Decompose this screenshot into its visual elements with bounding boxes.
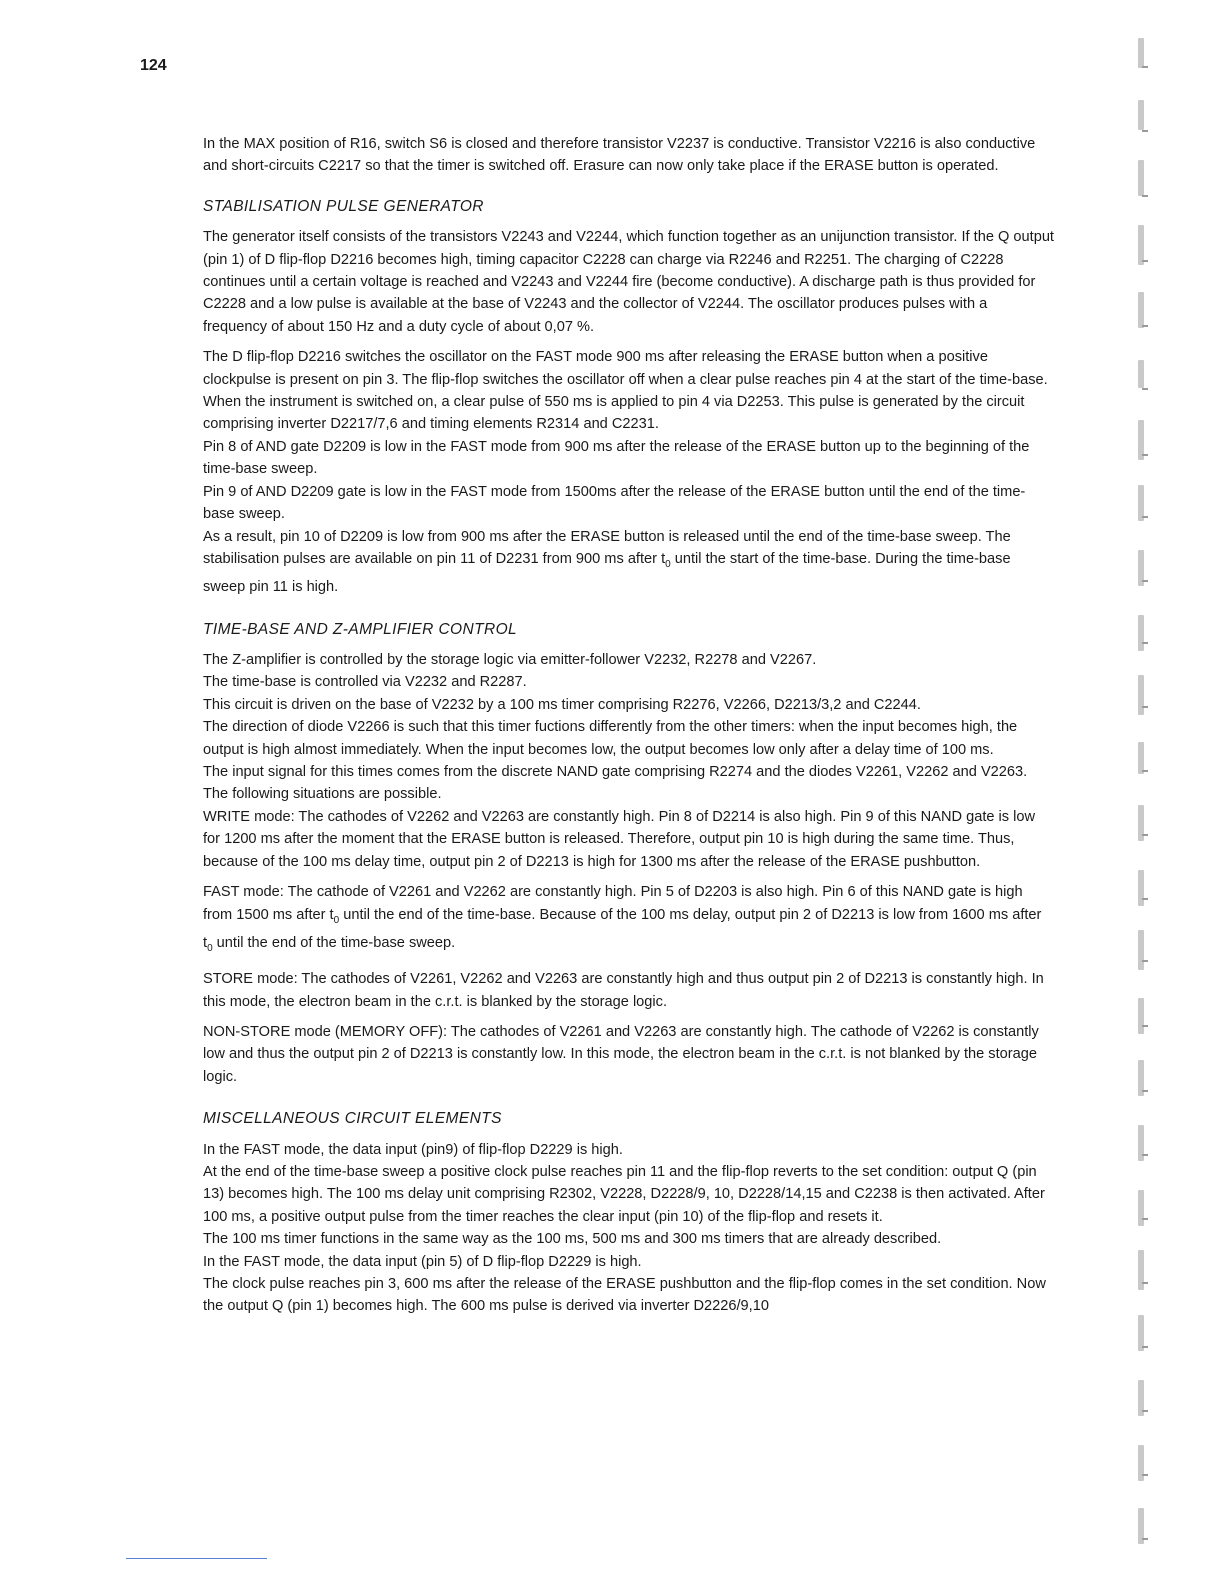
- scan-mark: [1138, 675, 1144, 715]
- scan-tick: [1142, 706, 1148, 708]
- scan-tick: [1142, 454, 1148, 456]
- misc-paragraph-1: In the FAST mode, the data input (pin9) of flip-flop D2229 is high.: [203, 1141, 623, 1158]
- timebase-paragraph-3: This circuit is driven on the base of V2232 by a 100 ms timer comprising R2276, V2266, D2213/3,2 and C2244.: [203, 696, 921, 713]
- misc-paragraph-2: At the end of the time-base sweep a positive clock pulse reaches pin 11 and the flip-flop reverts to the set condition: output Q (pin 13) becomes high. The 100 ms delay unit comprising R2302, V2228, D2228/9, 10, D2228/14,15 and C2238 is then activated. After 100 ms, a positive output pulse from the timer reaches the clear input (pin 10) of the flip-flop and resets it.: [203, 1163, 1045, 1225]
- stabilisation-paragraph-4: Pin 9 of AND D2209 gate is low in the FAST mode from 1500ms after the release of the ERASE button until the end of the time-base sweep.: [203, 483, 1026, 523]
- scan-tick: [1142, 1282, 1148, 1284]
- scan-mark: [1138, 1190, 1144, 1226]
- t-zero-subscript: 0: [333, 914, 340, 926]
- section-heading-stabilisation: STABILISATION PULSE GENERATOR: [203, 197, 484, 215]
- scan-margin-marks: [1134, 30, 1154, 1560]
- stabilisation-paragraph-1: The generator itself consists of the transistors V2243 and V2244, which function together as an unijunction transistor. If the Q output (pin 1) of D flip-flop D2216 becomes high, timing capacitor C2228 can charge via R2246 and R2251. The charging of C2228 continues until a certain voltage is reached and V2243 and V2244 fire (become conductive). A discharge path is thus provided for C2228 and a low pulse is available at the base of V2243 and the collector of V2244. The oscillator produces pulses with a frequency of about 150 Hz and a duty cycle of about 0,07 %.: [203, 229, 1054, 335]
- t-zero-subscript: 0: [207, 942, 213, 954]
- scan-tick: [1142, 960, 1148, 962]
- stabilisation-paragraph-3: Pin 8 of AND gate D2209 is low in the FAST mode from 900 ms after the release of the ERASE button up to the beginning of the time-base sweep.: [203, 438, 1030, 478]
- page-number: 124: [140, 57, 167, 74]
- scan-tick: [1142, 1410, 1148, 1412]
- scan-mark: [1138, 292, 1144, 328]
- timebase-paragraph-5: The input signal for this times comes from the discrete NAND gate comprising R2274 and the diodes V2261, V2262 and V2263. The following situations are possible.: [203, 764, 1028, 803]
- stabilisation-p5-text-a: As a result, pin 10 of D2209 is low from 900 ms after the ERASE button is released until the end of the time-base sweep. The stabilisation pulses are available on pin 11 of D2231 from 900 ms after t: [203, 528, 1011, 567]
- scan-mark: [1138, 870, 1144, 906]
- t-zero-subscript: 0: [665, 558, 671, 570]
- page-body: [203, 133, 1055, 1318]
- scan-tick: [1142, 1025, 1148, 1027]
- timebase-paragraph-1: The Z-amplifier is controlled by the storage logic via emitter-follower V2232, R2278 and V2267.: [203, 652, 817, 669]
- scan-tick: [1142, 1218, 1148, 1220]
- scan-mark: [1138, 160, 1144, 196]
- timebase-paragraph-4: The direction of diode V2266 is such that this timer fuctions differently from the other timers: when the input becomes high, the output is high almost immediately. When the input becomes low, the output becomes low only after a delay time of 100 ms.: [203, 719, 1018, 758]
- timebase-paragraph-store-mode: STORE mode: The cathodes of V2261, V2262 and V2263 are constantly high and thus output pin 2 of D2213 is constantly high. In this mode, the electron beam in the c.r.t. is blanked by the storage logic.: [203, 971, 1044, 1010]
- scan-tick: [1142, 1346, 1148, 1348]
- timebase-paragraph-fast-mode: [203, 881, 1055, 960]
- footer-rule: [126, 1558, 267, 1559]
- section-heading-timebase: TIME-BASE AND Z-AMPLIFIER CONTROL: [203, 620, 518, 638]
- scan-tick: [1142, 834, 1148, 836]
- scan-tick: [1142, 195, 1148, 197]
- fast-mode-text-c: until the end of the time-base sweep.: [212, 934, 456, 951]
- misc-paragraph-5: The clock pulse reaches pin 3, 600 ms after the release of the ERASE pushbutton and the flip-flop comes in the set condition. Now the output Q (pin 1) becomes high. The 600 ms pulse is derived via inverter D2226/9,10: [203, 1276, 1046, 1315]
- scan-mark: [1138, 100, 1144, 130]
- scan-tick: [1142, 770, 1148, 772]
- scan-tick: [1142, 642, 1148, 644]
- section-heading-misc: MISCELLANEOUS CIRCUIT ELEMENTS: [203, 1110, 502, 1128]
- fast-mode-text-a: FAST mode: The cathode of V2261 and V2262 are constantly high. Pin 5 of D2203 is also high. Pin 6 of this NAND gate is high from 1500 ms after t: [203, 884, 1023, 923]
- scan-tick: [1142, 1090, 1148, 1092]
- scan-mark: [1138, 38, 1144, 68]
- intro-paragraph: In the MAX position of R16, switch S6 is closed and therefore transistor V2237 is conductive. Transistor V2216 is also conductive and short-circuits C2217 so that the timer is switched off. Erasure can now only take place if the ERASE button is operated.: [203, 136, 1036, 175]
- misc-paragraph-3: The 100 ms timer functions in the same way as the 100 ms, 500 ms and 300 ms timers that are already described.: [203, 1231, 942, 1248]
- scan-tick: [1142, 325, 1148, 327]
- scan-tick: [1142, 580, 1148, 582]
- stabilisation-paragraph-2: The D flip-flop D2216 switches the oscillator on the FAST mode 900 ms after releasing the ERASE button when a positive clockpulse is present on pin 3. The flip-flop switches the oscillator off when a clear pulse reaches pin 4 at the start of the time-base. When the instrument is switched on, a clear pulse of 550 ms is applied to pin 4 via D2253. This pulse is generated by the circuit comprising inverter D2217/7,6 and timing elements R2314 and C2231.: [203, 349, 1048, 433]
- scan-mark: [1138, 1250, 1144, 1290]
- fast-mode-text-b: until the end of the time-base. Because of the 100 ms delay, output pin 2 of D2213 is low from 1600 ms after t: [203, 906, 1042, 951]
- scan-tick: [1142, 66, 1148, 68]
- stabilisation-p5-text-b: until the start of the time-base. During the time-base sweep pin 11 is high.: [203, 550, 1011, 596]
- scan-tick: [1142, 260, 1148, 262]
- stabilisation-paragraph-5: [203, 526, 1055, 599]
- scan-mark: [1138, 360, 1144, 388]
- misc-paragraph-4: In the FAST mode, the data input (pin 5) of D flip-flop D2229 is high.: [203, 1253, 642, 1270]
- scan-tick: [1142, 1538, 1148, 1540]
- timebase-paragraph-write-mode: WRITE mode: The cathodes of V2262 and V2263 are constantly high. Pin 8 of D2214 is also high. Pin 9 of this NAND gate is low for 1200 ms after the moment that the ERASE button is released. Therefore, output pin 10 is high during the same time. Thus, because of the 100 ms delay time, output pin 2 of D2213 is high for 1300 ms after the release of the ERASE pushbutton.: [203, 808, 1036, 870]
- scan-mark: [1138, 930, 1144, 970]
- scan-tick: [1142, 516, 1148, 518]
- scan-mark: [1138, 998, 1144, 1034]
- scan-tick: [1142, 388, 1148, 390]
- scan-tick: [1142, 898, 1148, 900]
- scan-tick: [1142, 1474, 1148, 1476]
- scan-tick: [1142, 130, 1148, 132]
- scan-mark: [1138, 615, 1144, 651]
- scan-mark: [1138, 225, 1144, 265]
- scan-tick: [1142, 1154, 1148, 1156]
- timebase-paragraph-2: The time-base is controlled via V2232 and R2287.: [203, 674, 527, 691]
- timebase-paragraph-non-store-mode: NON-STORE mode (MEMORY OFF): The cathodes of V2261 and V2263 are constantly high. The cathode of V2262 is constantly low and thus the output pin 2 of D2213 is constantly low. In this mode, the electron beam in the c.r.t. is not blanked by the storage logic.: [203, 1023, 1039, 1085]
